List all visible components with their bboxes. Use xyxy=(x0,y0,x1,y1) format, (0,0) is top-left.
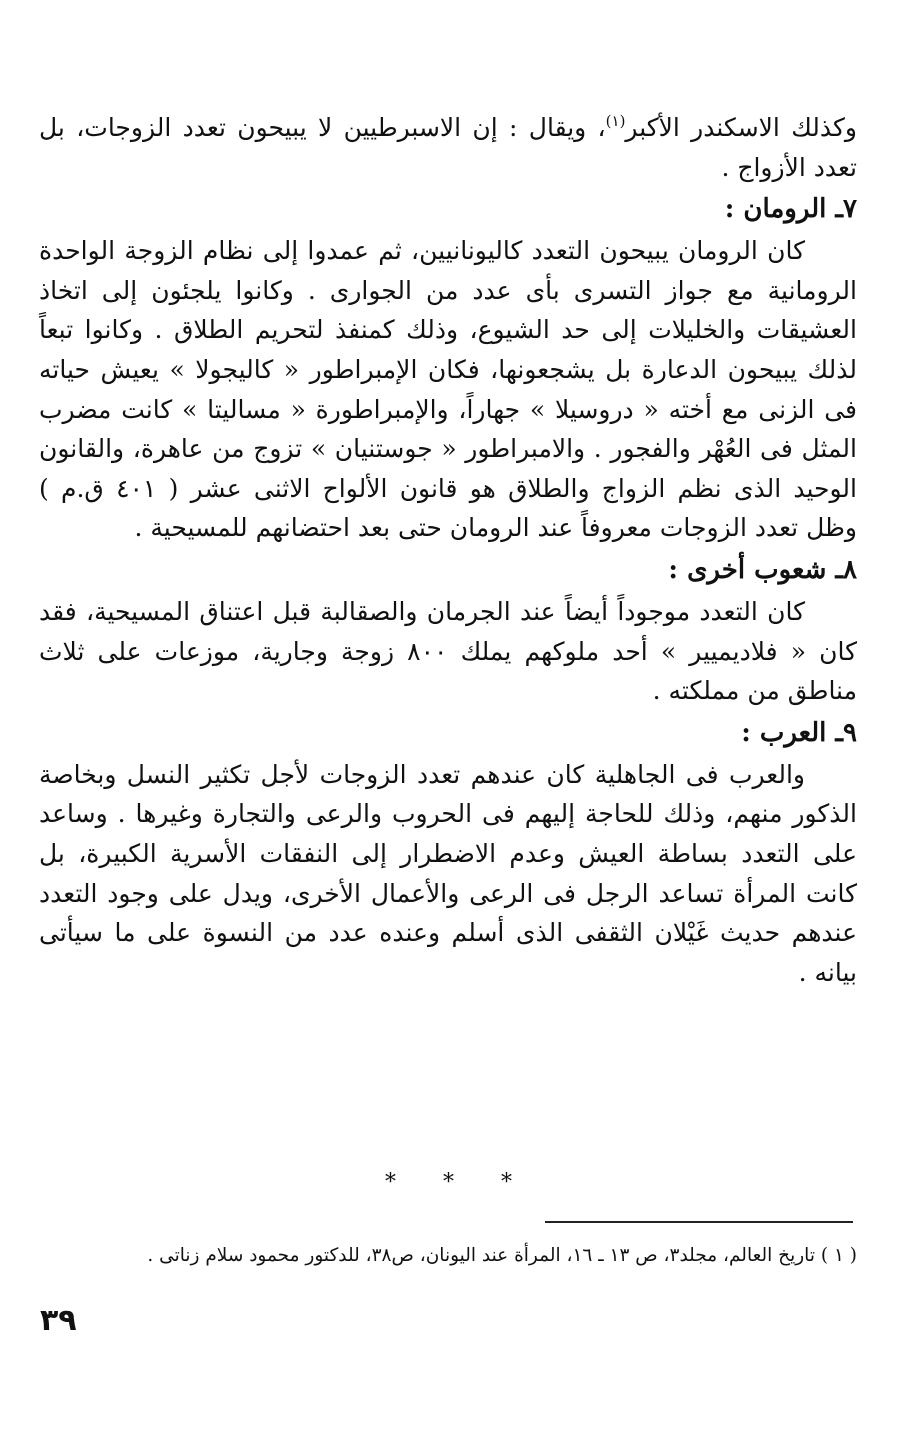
separator-star: * xyxy=(385,1170,396,1195)
footnote-text: ( ١ ) تاريخ العالم، مجلد٣، ص ١٣ ـ ١٦، المرأة عند اليونان، ص٣٨، للدكتور محمود سلام زناتى . xyxy=(147,1245,857,1266)
intro-paragraph xyxy=(39,108,857,187)
intro-text-after-ref: ، ويقال : إن الاسبرطيين لا يبيحون تعدد الزوجات، بل تعدد الأزواج . xyxy=(39,113,857,182)
page-body xyxy=(39,108,857,992)
section-paragraph-other-peoples: كان التعدد موجوداً أيضاً عند الجرمان والصقالبة قبل اعتناق المسيحية، فقد كان « فلاديميير » أحد ملوكهم يملك ٨٠٠ زوجة وجارية، موزعات على ثلاث مناطق من مملكته . xyxy=(39,596,857,706)
section-heading-other-peoples: ٨ـ شعوب أخرى : xyxy=(668,554,857,585)
section-heading-romans: ٧ـ الرومان : xyxy=(724,194,857,225)
section-heading-arabs: ٩ـ العرب : xyxy=(741,717,857,748)
section-separator xyxy=(0,1170,897,1195)
section-paragraph-romans: كان الرومان يبيحون التعدد كاليونانيين، ثم عمدوا إلى نظام الزوجة الواحدة الرومانية مع جواز التسرى بأى عدد من الجوارى . وكانوا يلجئون إلى اتخاذ العشيقات والخليلات إلى حد الشيوع، وذلك كمنفذ لتحريم الطلاق . وكانوا تبعاً لذلك يبيحون الدعارة بل يشجعونها، فكان الإمبراطور « كاليجولا » يعيش حياته فى الزنى مع أخته « دروسيلا » جهاراً، والإمبراطورة « مساليتا » كانت مضرب المثل فى العُهْر والفجور . والامبراطور « جوستنيان » تزوج من عاهرة، والقانون الوحيد الذى نظم الزواج والطلاق هو قانون الألواح الاثنى عشر ( ٤٠١ ق.م ) وظل تعدد الزوجات معروفاً عند الرومان حتى بعد احتضانهم للمسيحية . xyxy=(39,236,857,543)
separator-star: * xyxy=(443,1170,454,1195)
footnote-divider xyxy=(545,1221,853,1223)
footnote-reference[interactable]: (١) xyxy=(605,112,626,130)
page-number: ٣٩ xyxy=(40,1303,77,1338)
section-paragraph-arabs: والعرب فى الجاهلية كان عندهم تعدد الزوجات لأجل تكثير النسل وبخاصة الذكور منهم، وذلك للحاجة إليهم فى الحروب والرعى والتجارة وغيرها . وساعد على التعدد بساطة العيش وعدم الاضطرار إلى النفقات الأسرية الكبيرة، بل كانت المرأة تساعد الرجل فى الرعى والأعمال الأخرى، ويدل على وجود التعدد عندهم حديث غَيْلان الثقفى الذى أسلم وعنده عدد من النسوة على ما سيأتى بيانه . xyxy=(39,759,857,987)
separator-star: * xyxy=(501,1170,512,1195)
intro-text-before-ref: وكذلك الاسكندر الأكبر xyxy=(625,113,857,142)
